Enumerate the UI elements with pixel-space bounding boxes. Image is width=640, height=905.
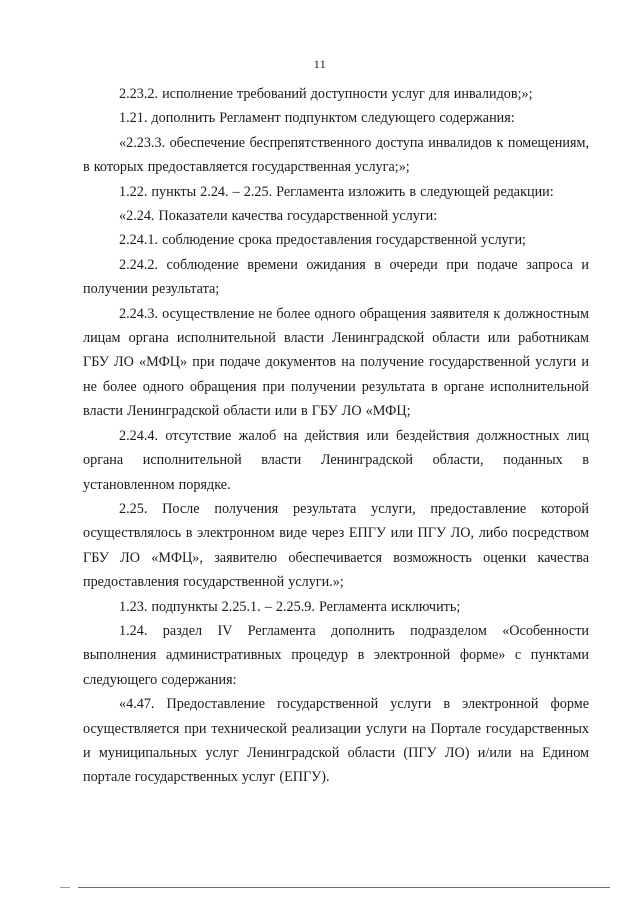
paragraph-2-24-3: 2.24.3. осуществление не более одного обращения заявителя к должностным лицам органа исполнительной власти Ленинградской области или работникам ГБУ ЛО «МФЦ» при подаче документов на получение государственной услуги и не более одного обращения при получении результата в органе исполнительной власти Ленинградской области или в ГБУ ЛО «МФЦ; bbox=[83, 305, 589, 420]
scan-edge-mark bbox=[60, 887, 70, 888]
paragraph-2-25: 2.25. После получения результата услуги, предоставление которой осуществлялось в электронном виде через ЕПГУ или ПГУ ЛО, либо посредством ГБУ ЛО «МФЦ», заявителю обеспечивается возможность оценки качества предоставления государственной услуги.»; bbox=[83, 500, 589, 591]
paragraph-2-23-2: 2.23.2. исполнение требований доступности услуг для инвалидов;»; bbox=[119, 86, 533, 102]
document-body bbox=[83, 82, 589, 790]
paragraph-1-21: 1.21. дополнить Регламент подпунктом следующего содержания: bbox=[119, 110, 515, 127]
bottom-rule bbox=[78, 887, 610, 888]
paragraph-2-24-2: 2.24.2. соблюдение времени ожидания в очереди при подаче запроса и получении результата; bbox=[83, 256, 589, 298]
paragraph-1-23: 1.23. подпункты 2.25.1. – 2.25.9. Регламента исключить; bbox=[119, 598, 461, 615]
paragraph-1-22: 1.22. пункты 2.24. – 2.25. Регламента изложить в следующей редакции: bbox=[119, 183, 554, 200]
paragraph-2-23-3: «2.23.3. обеспечение беспрепятственного доступа инвалидов к помещениям, в которых предоставляется государственная услуга;»; bbox=[83, 134, 589, 176]
paragraph-4-47: «4.47. Предоставление государственной услуги в электронной форме осуществляется при технической реализации услуги на Портале государственных и муниципальных услуг Ленинградской области (ПГУ ЛО) и/или на Едином портале государственных услуг (ЕПГУ). bbox=[83, 696, 589, 786]
paragraph-2-24-4: 2.24.4. отсутствие жалоб на действия или бездействия должностных лиц органа исполнительной власти Ленинградской области, поданных в установленном порядке. bbox=[83, 427, 589, 493]
paragraph-2-24-1: 2.24.1. соблюдение срока предоставления государственной услуги; bbox=[119, 232, 526, 249]
page-number: 11 bbox=[313, 57, 327, 71]
paragraph-1-24: 1.24. раздел IV Регламента дополнить подразделом «Особенности выполнения административных процедур в электронной форме» с пунктами следующего содержания: bbox=[83, 622, 589, 688]
paragraph-2-24-heading: «2.24. Показатели качества государственной услуги: bbox=[119, 208, 438, 225]
